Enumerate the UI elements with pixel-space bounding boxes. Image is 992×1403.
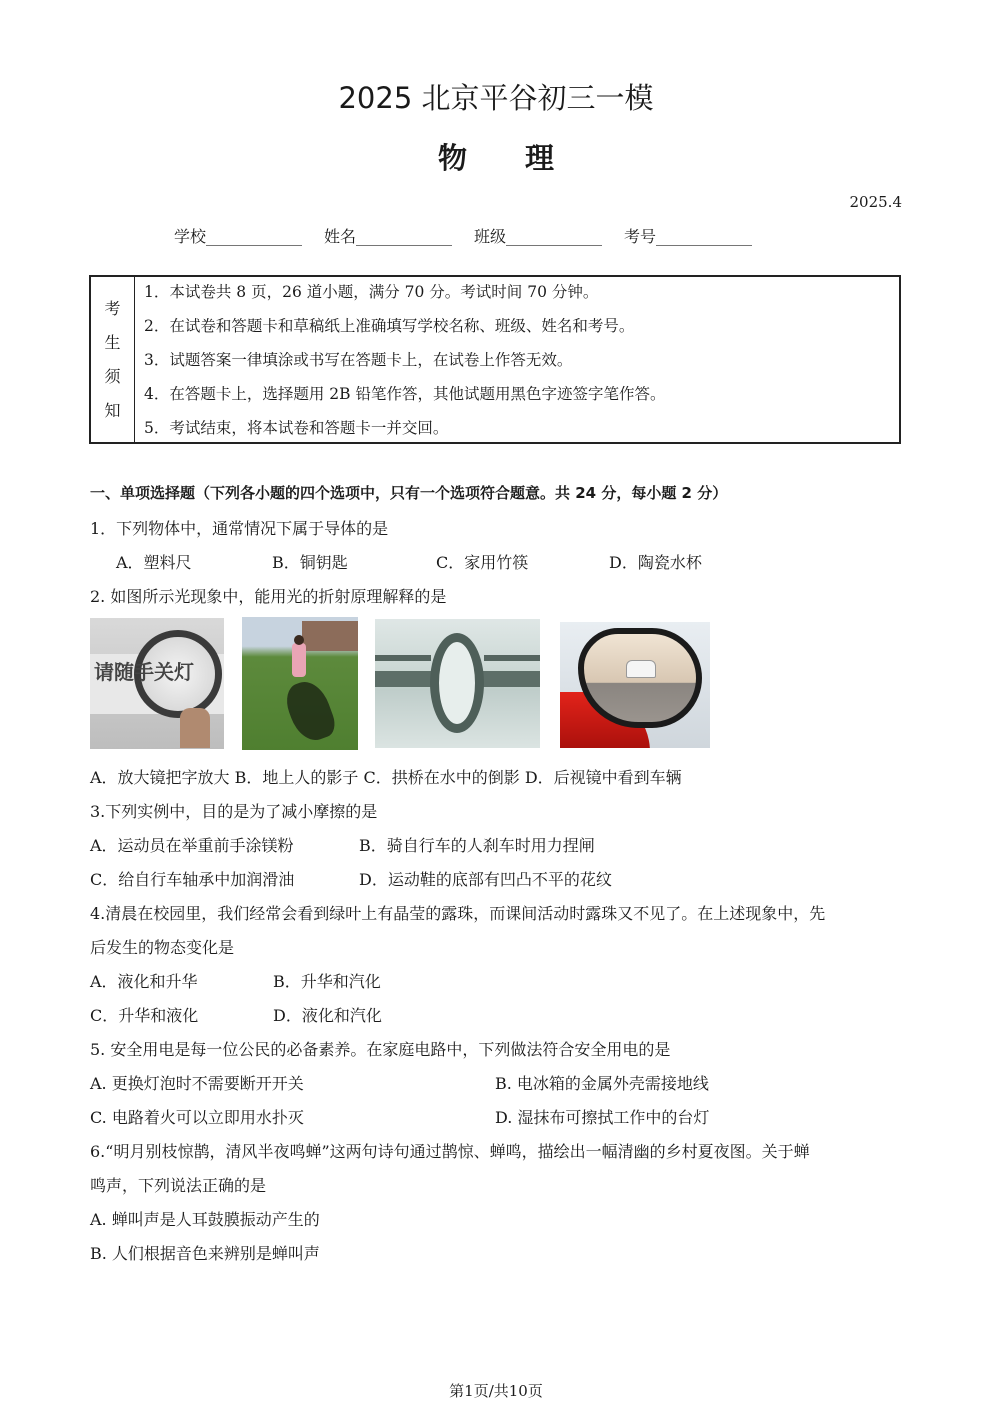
notice-item: 2．在试卷和答题卡和草稿纸上准确填写学校名称、班级、姓名和考号。 (144, 317, 635, 335)
q1-option-a: A．塑料尺 (116, 553, 192, 572)
shadow-photo (242, 617, 358, 750)
q2-options: A．放大镜把字放大 B．地上人的影子 C．拱桥在水中的倒影 D．后视镜中看到车辆 (90, 768, 682, 787)
question-1-stem: 1．下列物体中，通常情况下属于导体的是 (90, 519, 389, 538)
subject-title: 物理 (437, 141, 612, 175)
magnifier-photo (90, 618, 224, 749)
sign-text: 请随手关灯 (94, 660, 194, 684)
notice-item: 5．考试结束，将本试卷和答题卡一并交回。 (144, 419, 449, 437)
q1-option-c: C．家用竹筷 (436, 553, 529, 572)
student-info-fields (174, 224, 834, 247)
q3-option-d: D．运动鞋的底部有凹凸不平的花纹 (359, 870, 612, 889)
q1-option-b: B．铜钥匙 (272, 553, 348, 572)
name-field: 姓名____________ (324, 227, 453, 246)
school-field: 学校____________ (174, 227, 303, 246)
notice-label: 考 生 须 知 (91, 277, 135, 442)
notice-item: 1．本试卷共 8 页，26 道小题，满分 70 分。考试时间 70 分钟。 (144, 283, 599, 301)
q5-option-b: B. 电冰箱的金属外壳需接地线 (495, 1074, 709, 1093)
exam-date: 2025.4 (849, 193, 902, 211)
q5-option-a: A. 更换灯泡时不需要断开开关 (90, 1074, 304, 1093)
notice-item: 3．试题答案一律填涂或书写在答题卡上，在试卷上作答无效。 (144, 351, 573, 369)
q4-option-a: A．液化和升华 (90, 972, 198, 991)
class-field: 班级____________ (474, 227, 603, 246)
question-5-stem: 5. 安全用电是每一位公民的必备素养。在家庭电路中，下列做法符合安全用电的是 (90, 1040, 671, 1059)
question-6-stem: 6.“明月别枝惊鹊，清风半夜鸣蝉”这两句诗句通过鹊惊、蝉鸣，描绘出一幅清幽的乡村夏夜图。关于蝉 (90, 1142, 810, 1161)
q6-option-a: A. 蝉叫声是人耳鼓膜振动产生的 (90, 1210, 320, 1229)
q5-option-d: D. 湿抹布可擦拭工作中的台灯 (495, 1108, 710, 1127)
q4-option-c: C．升华和液化 (90, 1006, 199, 1025)
q1-option-d: D．陶瓷水杯 (609, 553, 702, 572)
exam-number-field: 考号____________ (624, 227, 753, 246)
question-6-stem-cont: 鸣声，下列说法正确的是 (90, 1176, 267, 1195)
rearview-mirror-photo (560, 622, 710, 748)
arch-bridge-photo (375, 619, 540, 748)
q3-option-b: B．骑自行车的人刹车时用力捏闸 (359, 836, 595, 855)
exam-notice-box (89, 275, 901, 444)
q6-option-b: B. 人们根据音色来辨别是蝉叫声 (90, 1244, 320, 1263)
q4-option-b: B．升华和汽化 (273, 972, 381, 991)
notice-items (135, 277, 665, 442)
notice-item: 4．在答题卡上，选择题用 2B 铅笔作答，其他试题用黑色字迹签字笔作答。 (144, 385, 666, 403)
page-footer: 第1页/共10页 (449, 1382, 543, 1400)
q5-option-c: C. 电路着火可以立即用水扑灭 (90, 1108, 304, 1127)
question-3-stem: 3.下列实例中，目的是为了减小摩擦的是 (90, 802, 378, 821)
page-title: 2025 北京平谷初三一模 (338, 81, 654, 115)
question-4-stem-cont: 后发生的物态变化是 (90, 938, 235, 957)
question-2-stem: 2. 如图所示光现象中，能用光的折射原理解释的是 (90, 587, 447, 606)
q4-option-d: D．液化和汽化 (273, 1006, 382, 1025)
section-heading: 一、单项选择题（下列各小题的四个选项中，只有一个选项符合题意。共 24 分，每小题 2 分） (90, 484, 728, 502)
question-4-stem: 4.清晨在校园里，我们经常会看到绿叶上有晶莹的露珠，而课间活动时露珠又不见了。在上述现象中，先 (90, 904, 826, 923)
q3-option-a: A．运动员在举重前手涂镁粉 (90, 836, 294, 855)
q3-option-c: C．给自行车轴承中加润滑油 (90, 870, 295, 889)
